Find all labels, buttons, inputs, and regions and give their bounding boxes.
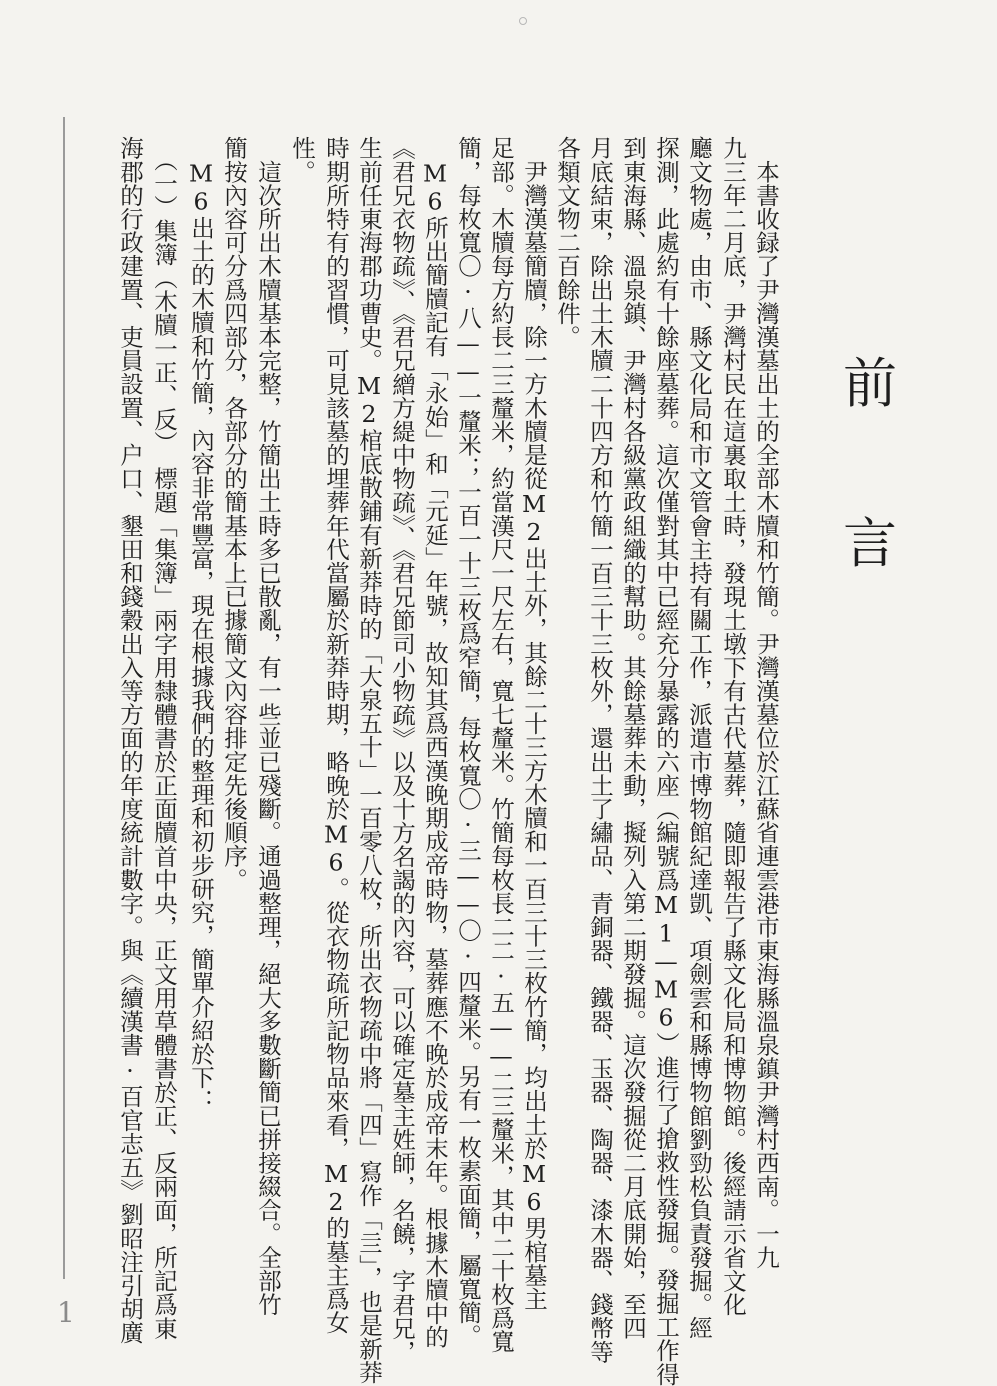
text-column-14: 時期所特有的習慣，可見該墓的埋葬年代當屬於新莽時期，略晚於M6。從衣物疏所記物品來看，M2的墓主爲女: [322, 136, 350, 1334]
text-column-11: M6所出簡牘記有「永始」和「元延」年號，故知其爲西漢晚期成帝時物，墓葬應不晚於成帝末年。根據木牘中的: [421, 136, 449, 1349]
text-column-20: 海郡的行政建置、吏員設置、户口、墾田和錢穀出入等方面的年度統計數字。與《續漢書·百官志五》劉昭注引胡廣: [116, 136, 144, 1345]
text-column-8: 尹灣漢墓簡牘，除一方木牘是從M2出土外，其餘二十三方木牘和一百三十三枚竹簡，均出土於M6男棺墓主: [520, 136, 548, 1311]
page-title-char-2: 言: [843, 512, 897, 575]
text-column-18: M6出土的木牘和竹簡，內容非常豐富，現在根據我們的整理和初步研究，簡單介紹於下：: [187, 136, 215, 1113]
text-column-7: 各類文物二百餘件。: [553, 136, 581, 349]
text-column-4: 探測，此處約有十餘座墓葬。這次僅對其中已經充分暴露的六座（編號爲M1—M6）進行了搶救性發掘。發掘工作得: [652, 136, 680, 1386]
text-column-13: 生前任東海郡功曹史。M2棺底散鋪有新莽時的「大泉五十」一百零八枚，所出衣物疏中將「四」寫作「亖」，也是新莽: [355, 136, 383, 1385]
text-column-2: 九三年二月底，尹灣村民在這裏取土時，發現土墩下有古代墓葬，隨即報告了縣文化局和博物館。後經請示省文化: [719, 136, 747, 1316]
text-column-6: 月底結束，除出土木牘二十四方和竹簡一百三十三枚外，還出土了繡品、青銅器、鐵器、玉器、陶器、漆木器、錢幣等: [586, 136, 614, 1364]
text-column-1: 本書收録了尹灣漢墓出土的全部木牘和竹簡。尹灣漢墓位於江蘇省連雲港市東海縣溫泉鎮尹灣村西南。一九: [752, 136, 780, 1269]
text-column-12: 《君兄衣物疏》、《君兄繒方緹中物疏》、《君兄節司小物疏》以及十方名謁的內容，可以確定墓主姓師，名饒，字君兄，: [388, 136, 416, 1364]
margin-rule: [63, 117, 65, 1279]
page-title-char-1: 前: [843, 352, 897, 415]
text-column-5: 到東海縣、溫泉鎮、尹灣村各級黨政組織的幫助。其餘墓葬未動，擬列入第二期發掘。這次發掘從二月底開始，至四: [619, 136, 647, 1340]
text-column-9: 足部。木牘每方約長二三釐米，約當漢尺一尺左右，寬七釐米。竹簡每枚長二二·五——二三釐米，其中二十枚爲寬: [487, 136, 515, 1354]
text-column-17: 簡按內容可分爲四部分，各部分的簡基本上已據簡文內容排定先後順序。: [220, 136, 248, 892]
text-column-3: 廳文物處，由市、縣文化局和市文管會主持有關工作，派遣市博物館紀達凱、項劍雲和縣博物館劉勁松負責發掘。經: [685, 136, 713, 1340]
text-column-16: 這次所出木牘基本完整，竹簡出土時多已散亂，有一些並已殘斷。通過整理，絕大多數斷簡已拼接綴合。全部竹: [254, 136, 282, 1316]
page-number: 1: [57, 1296, 75, 1329]
text-column-10: 簡，每枚寬〇·八——一釐米；一百一十三枚爲窄簡，每枚寬〇·三——〇·四釐米。另有一枚素面簡，屬寬簡。: [454, 136, 482, 1348]
paper-speck: [519, 17, 527, 25]
text-column-15: 性。: [288, 136, 316, 184]
text-column-19: （一）集簿（木牘一正、反） 標題「集簿」兩字用隸體書於正面牘首中央，正文用草體書於正、反兩面，所記爲東: [150, 136, 178, 1340]
